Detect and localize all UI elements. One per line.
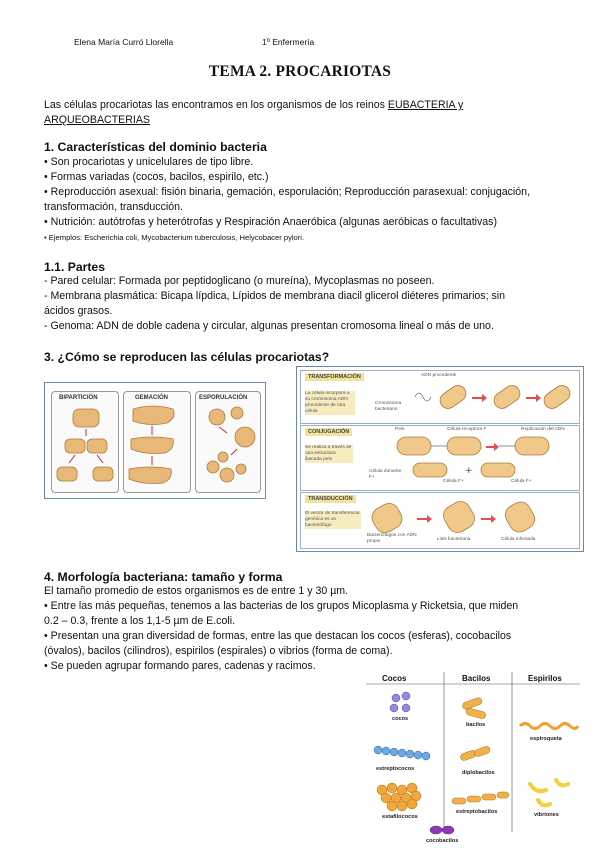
dna-label: ADN procedente: [421, 373, 457, 378]
section-1-1-heading: 1.1. Partes: [44, 260, 105, 274]
label-espiroqueta: espiroqueta: [530, 736, 562, 742]
sporulation-label: ESPORULACIÓN: [199, 395, 248, 401]
bacterium-cell: [515, 437, 549, 455]
author-name: Elena María Curró Llorella: [74, 37, 174, 47]
svg-text:+: +: [465, 466, 473, 476]
bacterium-cell: [57, 467, 77, 481]
label-estafilococos: estafilococos: [382, 814, 418, 820]
reproduction-illustration: [45, 383, 265, 498]
list-item: - Genoma: ADN de doble cadena y circular, algunas presentan cromosoma lineal o más de uno.: [44, 320, 494, 332]
bacterium-cell: [93, 467, 113, 481]
list-item: • Nutrición: autótrofas y heterótrofas y Respiración Anaeróbica (algunas aeróbicas o facultativas): [44, 216, 498, 228]
list-item: • Formas variadas (cocos, bacilos, espirilo, etc.): [44, 171, 269, 183]
list-item: • Presentan una gran diversidad de formas, entre las que destacan los cocos (esferas), cocobacilos: [44, 630, 512, 642]
section-4-list: [44, 584, 564, 674]
coccus: [392, 694, 400, 702]
section-1-1-list: [44, 274, 564, 334]
reproduction-figure: [44, 382, 266, 499]
list-item: 0.2 – 0.3, frente a los 1,1-5 µm de E.coli.: [44, 615, 236, 627]
replication-label: Replicación del ADN: [521, 427, 565, 432]
bacterium-cell: [368, 500, 405, 537]
bacterium-cell: [413, 463, 447, 477]
bacterium-cell: [491, 382, 523, 411]
column-header-espirilos: Espirilos: [528, 674, 562, 683]
label-estreptococos: estreptococos: [376, 766, 415, 772]
spore-cell: [209, 409, 225, 425]
conjugation-label: CONJUGACIÓN: [305, 428, 352, 436]
list-item: - Pared celular: Formada por peptidoglicano (o mureína), Mycoplasmas no poseen.: [44, 275, 435, 287]
section-1-heading: 1. Características del dominio bacteria: [44, 140, 267, 154]
bacterium-cell: [65, 439, 85, 453]
spore-cell: [220, 468, 234, 482]
bacterium-cell: [440, 498, 478, 536]
section-3-heading: 3. ¿Cómo se reproducen las células procariotas?: [44, 350, 330, 364]
coccus: [402, 704, 410, 712]
conjugation-note: Se realiza a través de una estructura llamada pelo: [305, 445, 352, 462]
spore-cell: [231, 407, 243, 419]
coccus: [390, 704, 398, 712]
infected-label: Célula infectada: [501, 537, 536, 542]
kingdoms-link-2[interactable]: ARQUEOBACTERIAS: [44, 114, 150, 126]
section-1-list: [44, 155, 564, 245]
examples-item: • Ejemplos: Escherichia coli, Mycobacterium tuberculosis, Helycobacer pylori.: [44, 233, 305, 242]
intro-paragraph: [44, 98, 564, 128]
f-plus-label: Célula F+: [443, 479, 464, 484]
label-vibriones: vibriones: [534, 812, 559, 818]
transformation-label: TRANSFORMACIÓN: [305, 373, 364, 381]
spore-cell: [218, 452, 228, 462]
column-header-bacilos: Bacilos: [462, 674, 491, 683]
bacterium-cell: [437, 382, 469, 411]
budding-cell: [131, 437, 173, 454]
bacterium-cell: [447, 437, 481, 455]
list-item: El tamaño promedio de estos organismos es de entre 1 y 30 µm.: [44, 585, 349, 597]
column-header-cocos: Cocos: [382, 674, 407, 683]
lysis-label: Lisis bacteriana: [437, 537, 471, 542]
spore-cell: [235, 427, 255, 447]
label-diplobacilos: diplobacilos: [462, 770, 495, 776]
f-plus-label-2: Célula F+: [511, 479, 532, 484]
list-item: • Reproducción asexual: fisión binaria, gemación, esporulación; Reproducción parasexual: conjugación,: [44, 186, 531, 198]
intro-text: Las células procariotas las encontramos en los organismos de los reinos: [44, 99, 385, 111]
section-4-heading: 4. Morfología bacteriana: tamaño y forma: [44, 570, 283, 584]
list-item: • Entre las más pequeñas, tenemos a las bacterias de los grupos Micoplasma y Ricketsia, que miden: [44, 600, 519, 612]
spore-cell: [236, 464, 246, 474]
bacterium-cell: [502, 498, 539, 535]
course-label: 1º Enfermería: [262, 37, 315, 47]
label-estreptobacilos: estreptobacilos: [456, 809, 498, 815]
bacterium-cell: [481, 463, 515, 477]
spore-cell: [207, 461, 219, 473]
budding-label: GEMACIÓN: [135, 395, 168, 401]
parasexual-illustration: [297, 367, 583, 551]
transduction-note: El vector de transferencia genética es un bacteriófago: [305, 511, 360, 528]
list-item: • Son procariotas y unicelulares de tipo libre.: [44, 156, 254, 168]
label-cocos: cocos: [392, 716, 409, 722]
bacterium-cell: [87, 439, 107, 453]
coccus: [402, 692, 410, 700]
transduction-label: TRANSDUCCIÓN: [305, 495, 356, 503]
phage-label: Bacteriófagos con ADN propio: [367, 533, 417, 544]
kingdoms-link-1[interactable]: EUBACTERIA y: [387, 99, 464, 111]
list-item: - Membrana plasmática: Bicapa lípdica, Lípidos de membrana diacil glicerol diéteres primarios; sin: [44, 290, 506, 302]
list-item: ácidos grasos.: [44, 305, 113, 317]
receptor-label: Célula receptora F: [447, 427, 487, 432]
morphology-illustration: [362, 672, 584, 848]
label-cocobacilos: cocobacilos: [426, 838, 459, 844]
bacterium-cell: [73, 409, 99, 427]
page-title: TEMA 2. PROCARIOTAS: [208, 63, 392, 80]
transformation-note: La célula incorpora a su cromosoma ADN procedente de otra célula: [305, 391, 355, 415]
budding-cell: [129, 467, 171, 484]
bacterium-cell: [397, 437, 431, 455]
parasexual-figure: [296, 366, 584, 552]
morphology-figure: [362, 672, 584, 848]
bipartition-label: BIPARTICIÓN: [59, 395, 98, 401]
list-item: • Se pueden agrupar formando pares, cadenas y racimos.: [44, 660, 316, 672]
list-item: (óvalos), bacilos (cilindros), espirilos (espirales) o vibrios (forma de coma).: [44, 645, 393, 657]
pilus-label: Pelo: [395, 427, 405, 432]
chromosome-label: Cromosoma bacteriano: [375, 401, 402, 412]
donor-label: Célula donante F+: [369, 469, 402, 480]
budding-cell: [133, 406, 174, 425]
label-bacilos: bacilos: [466, 722, 486, 728]
bacterium-cell: [541, 382, 573, 411]
list-item: transformación, transducción.: [44, 201, 183, 213]
